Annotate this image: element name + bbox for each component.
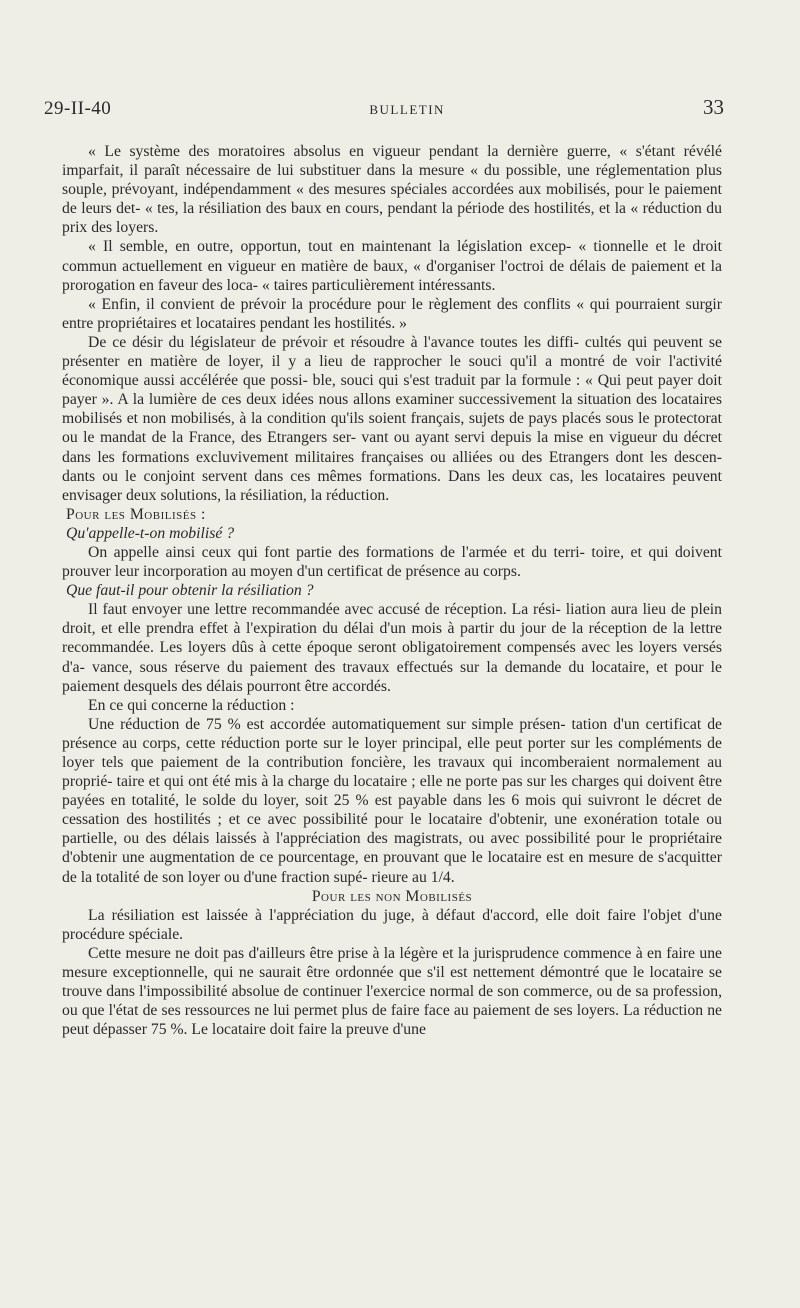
publication-title: BULLETIN	[369, 102, 445, 117]
issue-date: 29-II-40	[44, 98, 112, 119]
page-header	[44, 95, 724, 120]
paragraph-resiliation: Il faut envoyer une lettre recommandée avec accusé de réception. La rési- liation aura lieu de plein droit, et elle prendra effet à l'expiration du délai d'un mois à partir du jour de la réception de la lettre recommandée. Les loyers dûs à cette époque seront obligatoirement compensés avec les loyers versés d'a- vance, sous réserve du paiement des travaux effectués sur la demande du locataire, et pour le paiement desquels des délais pourront être accordés.	[62, 601, 722, 695]
section-heading-non-mobilises: Pour les non Mobilisés	[311, 887, 473, 905]
paragraph-non-mobilises-1: La résiliation est laissée à l'appréciation du juge, à défaut d'accord, elle doit faire l'objet d'une procédure spéciale.	[62, 906, 722, 943]
paragraph-reduction-intro: En ce qui concerne la réduction :	[88, 696, 295, 714]
paragraph-reduction: Une réduction de 75 % est accordée automatiquement sur simple présen- tation d'un certificat de présence au corps, cette réduction porte sur le loyer principal, elle peut porter sur les compléments de loyer tels que paiement de la contribution foncière, les travaux qui incomberaient normalement au proprié- taire et qui ont été mis à la charge du locataire ; elle ne porte pas sur les charges qui doivent être payées en totalité, le solde du loyer, soit 25 % est payable dans les 6 mois qui suivront le décret de cessation des hostilités ; et ce avec possibilité pour le locataire d'obtenir, une exonération totale ou partielle, ou des délais laissés à l'appréciation des magistrats, ou avec possibilité pour le propriétaire d'obtenir une augmentation de ce pourcentage, en prouvant que le locataire est en mesure de s'acquitter de la totalité de son loyer ou d'une fraction supé- rieure au 1/4.	[62, 715, 722, 886]
question-resiliation: Que faut-il pour obtenir la résiliation ?	[66, 582, 314, 600]
question-mobilise: Qu'appelle-t-on mobilisé ?	[66, 524, 235, 542]
paragraph-definition: On appelle ainsi ceux qui font partie des formations de l'armée et du terri- toire, et qui doivent prouver leur incorporation au moyen d'un certificat de présence au corps.	[62, 543, 722, 581]
paragraph-quote-3: « Enfin, il convient de prévoir la procédure pour le règlement des conflits « qui pourraient surgir entre propriétaires et locataires pendant les hostilités. »	[62, 295, 722, 332]
page-number: 33	[702, 95, 724, 119]
section-heading-mobilises: Pour les Mobilisés :	[66, 505, 206, 523]
paragraph-intro: De ce désir du législateur de prévoir et résoudre à l'avance toutes les diffi- cultés qui peuvent se présenter en matière de loyer, il y a lieu de rapprocher le souci qu'il a montré de voir l'activité économique aussi accélérée que possi- ble, souci qui s'est traduit par la formule : « Qui peut payer doit payer ». A la lumière de ces deux idées nous allons examiner successivement la situation des locataires mobilisés et non mobilisés, à la condition qu'ils soient français, sujets de pays placés sous le protectorat ou le mandat de la France, des Etrangers ser- vant ou ayant servi depuis la mise en vigueur du décret dans les formations excluvivement militaires françaises ou alliées ou des Etrangers dont les descen- dants ou le conjoint servent dans ces mêmes formations. Dans les deux cas, les locataires peuvent envisager deux solutions, la résiliation, la réduction.	[62, 333, 722, 504]
paragraph-non-mobilises-2: Cette mesure ne doit pas d'ailleurs être prise à la légère et la jurisprudence commence à en faire une mesure exceptionnelle, qui ne saurait être ordonnée que s'il est nettement démontré que le locataire se trouve dans l'impossibilité absolue de continuer l'exercice normal de son commerce, ou de sa profession, ou que l'état de ses ressources ne lui permet plus de faire face au paiement de ses loyers. La réduction ne peut dépasser 75 %. Le locataire doit faire la preuve d'une	[62, 944, 722, 1039]
paragraph-quote-2: « Il semble, en outre, opportun, tout en maintenant la législation excep- « tionnelle et le droit commun actuellement en vigueur en matière de baux, « d'organiser l'octroi de délais de paiement et la prorogation en faveur des loca- « taires particulièrement intéressants.	[62, 238, 722, 294]
body-text	[62, 142, 722, 1039]
paragraph-quote-1: « Le système des moratoires absolus en vigueur pendant la dernière guerre, « s'étant révélé imparfait, il paraît nécessaire de lui substituer dans la mesure « du possible, une réglementation plus souple, prévoyant, indépendamment « des mesures spéciales accordées aux mobilisés, pour le paiement de leurs det- « tes, la résiliation des baux en cours, pendant la période des hostilités, et la « réduction du prix des loyers.	[62, 143, 722, 237]
